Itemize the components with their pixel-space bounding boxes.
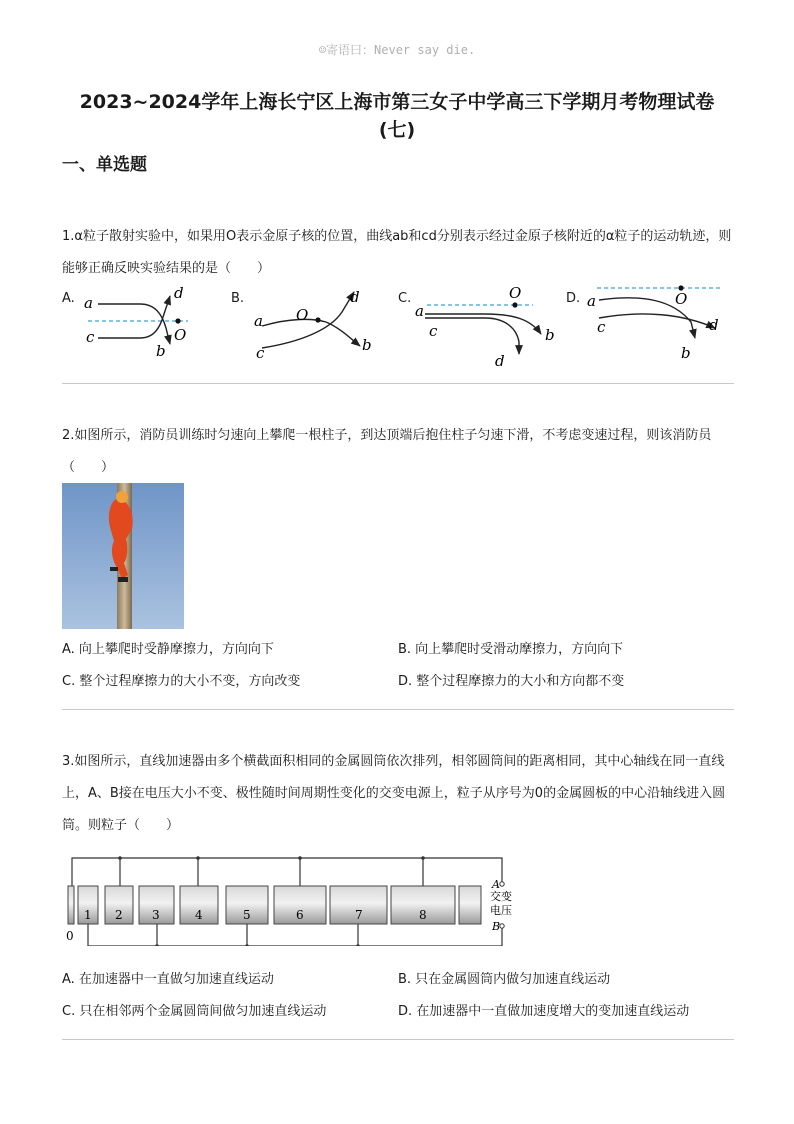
tube-8-label: 8 [419,908,427,922]
divider [62,709,734,710]
q1-figure-c [415,282,565,372]
tube-3-label: 3 [152,908,160,922]
label-o: O [509,284,522,302]
label-o: O [296,306,309,324]
terminal-b-label: B [492,920,501,933]
label-a: a [254,312,263,330]
q2-option-c[interactable]: C. 整个过程摩擦力的大小不变，方向改变 [62,674,301,689]
label-o: O [174,326,187,344]
plate-0-label: 0 [66,929,74,943]
label-c: c [597,318,606,336]
tube-6-label: 6 [296,908,304,922]
question-3-text: 3.如图所示，直线加速器由多个横截面积相同的金属圆筒依次排列，相邻圆筒间的距离相同，其中心轴线在同一直线上，A、B接在电压大小不变、极性随时间周期性变化的交变电源上，粒子从序号为0的金属圆板的中心沿轴线进入圆筒。则粒子（ ） [62,754,726,833]
label-a: a [415,302,424,320]
q1-option-c-label[interactable]: C. [398,291,412,306]
q2-option-d[interactable]: D. 整个过程摩擦力的大小和方向都不变 [398,674,625,689]
tube-2-label: 2 [115,908,123,922]
q2-option-b[interactable]: B. 向上攀爬时受滑动摩擦力，方向向下 [398,642,624,657]
question-1-text: 1.α粒子散射实验中，如果用O表示金原子核的位置，曲线ab和cd分别表示经过金原子核附近的α粒子的运动轨迹，则能够正确反映实验结果的是（ ） [62,229,732,276]
q1-option-d-label[interactable]: D. [566,291,581,306]
tube-4-label: 4 [195,908,203,922]
label-a: a [84,294,93,312]
label-o: O [675,290,688,308]
tube-1-label: 1 [84,908,92,922]
label-d: d [495,352,505,370]
label-a: a [587,292,596,310]
q2-option-a[interactable]: A. 向上攀爬时受静摩擦力，方向向下 [62,642,274,657]
exam-title [40,88,754,144]
source-label-line2: 电压 [490,904,512,917]
q1-option-b-label[interactable]: B. [231,291,245,306]
label-c: c [86,328,95,346]
source-label-line1: 交变 [490,890,512,903]
terminal-a-label: A [492,878,500,891]
q3-option-a[interactable]: A. 在加速器中一直做匀加速直线运动 [62,972,274,987]
question-2-text: 2.如图所示，消防员训练时匀速向上攀爬一根柱子，到达顶端后抱住柱子匀速下滑，不考虑变速过程，则该消防员（ ） [62,428,712,475]
exam-title-line1: 2023~2024学年上海长宁区上海市第三女子中学高三下学期月考物理试卷 [79,91,715,113]
q1-figure-d [583,280,733,370]
divider [62,1039,734,1040]
divider [62,383,734,384]
label-d: d [709,316,719,334]
label-c: c [429,322,438,340]
label-b: b [156,342,166,360]
section-heading: 一、单选题 [62,155,147,175]
tube-7-label: 7 [355,908,363,922]
q3-option-d[interactable]: D. 在加速器中一直做加速度增大的变加速直线运动 [398,1004,690,1019]
exam-title-line2: (七) [378,119,416,141]
q1-option-a-label[interactable]: A. [62,291,75,306]
label-c: c [256,344,265,362]
linear-accelerator-diagram [62,852,532,946]
label-d: d [350,288,360,306]
q3-option-c[interactable]: C. 只在相邻两个金属圆筒间做匀加速直线运动 [62,1004,327,1019]
q3-option-b[interactable]: B. 只在金属圆筒内做匀加速直线运动 [398,972,611,987]
label-b: b [681,344,691,362]
tube-5-label: 5 [243,908,251,922]
label-d: d [174,284,184,302]
q1-figure-b [250,282,380,362]
header-motto: ☺寄语曰：Never say die. [318,43,476,57]
q1-figure-a [80,280,200,360]
firefighter-climbing-photo [62,483,184,629]
label-b: b [545,326,555,344]
label-b: b [362,336,372,354]
